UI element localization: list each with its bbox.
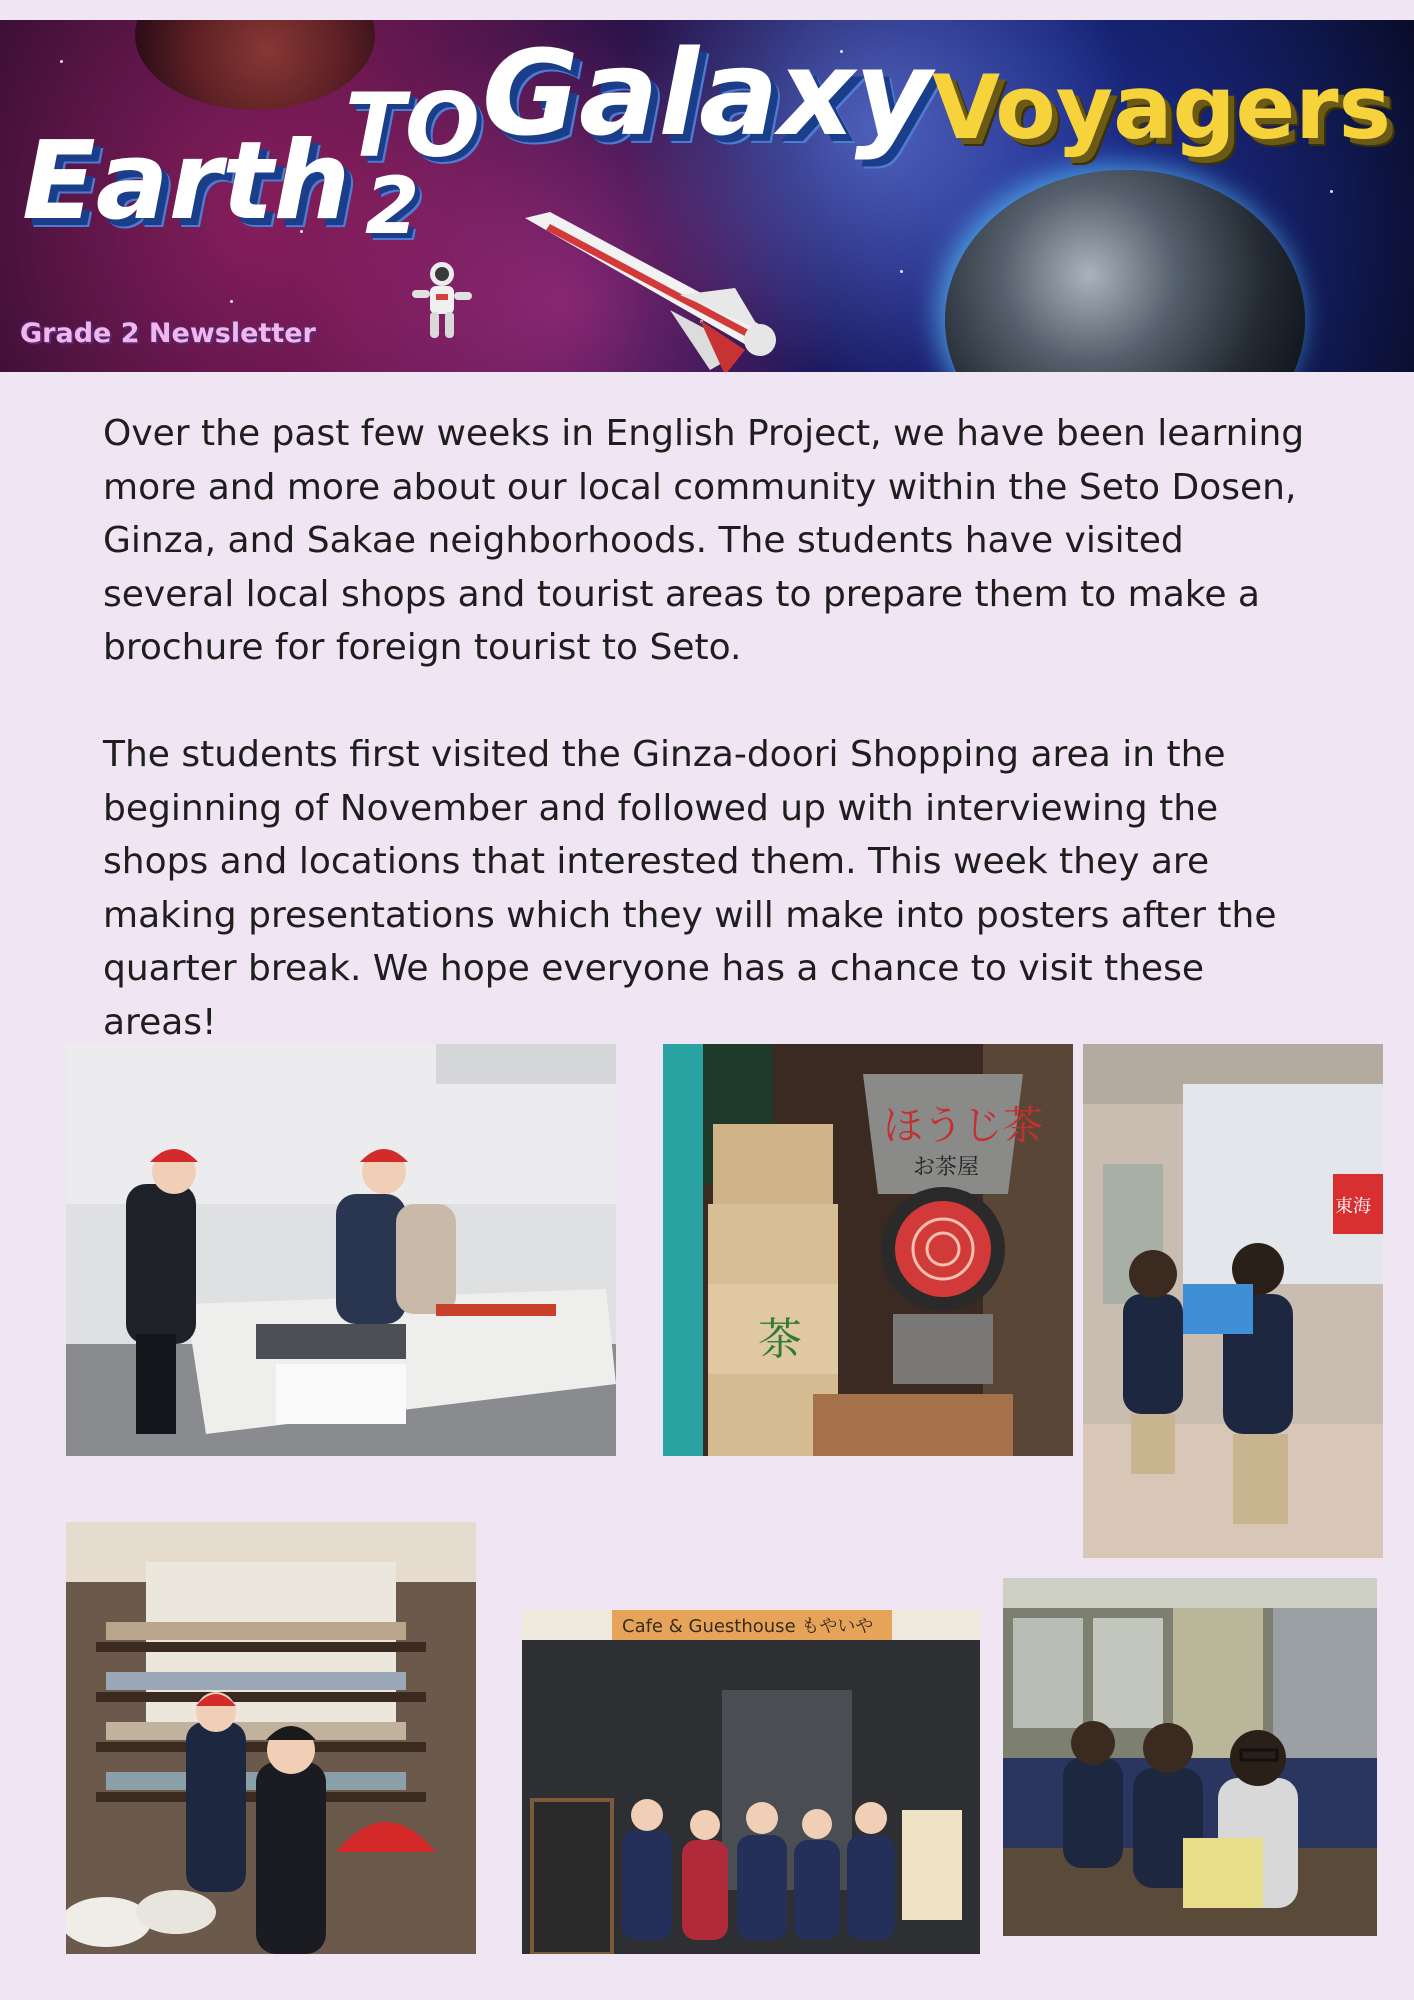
cafe-sign: Cafe & Guesthouse もやいや — [622, 1616, 874, 1637]
photo-pottery-shop — [66, 1522, 476, 1954]
red-planet — [135, 20, 375, 110]
banner-title-to: TO — [345, 74, 480, 177]
astronaut-illustration — [400, 256, 480, 346]
tea-shop-sign: お茶屋 — [913, 1155, 980, 1180]
banner-title-galaxy: Galaxy — [482, 24, 932, 162]
banner-title-2: 2 — [365, 162, 420, 252]
photo-students-at-table — [66, 1044, 616, 1456]
photo-station — [1083, 1044, 1383, 1558]
tea-roaster-sign: ほうじ茶 — [883, 1103, 1043, 1149]
newsletter-banner — [0, 20, 1414, 372]
star — [230, 300, 233, 303]
station-sign: 東海 — [1335, 1196, 1371, 1217]
banner-title-earth: Earth — [22, 119, 351, 244]
star — [900, 270, 903, 273]
intro-paragraph: Over the past few weeks in English Project, we have been learning more and more about our local community within the Seto Dosen, Ginza, and Sakae neighborhoods. The students have visited several local shops and tourist areas to prepare them to make a brochure for foreign tourist to Seto. — [103, 413, 1305, 668]
star — [60, 60, 63, 63]
banner-title-voyagers: Voyagers — [932, 56, 1391, 159]
photo-tea-roaster — [663, 1044, 1073, 1456]
earth-planet — [945, 170, 1305, 372]
newsletter-subtitle: Grade 2 Newsletter — [20, 318, 316, 349]
tea-box-label: 茶 — [758, 1314, 802, 1365]
rocket-illustration — [520, 200, 790, 372]
visit-paragraph: The students first visited the Ginza-doori Shopping area in the beginning of November and followed up with interviewing the shops and locations that interested them. This week they are making presentations which they will make into posters after the quarter break. We hope everyone has a chance to visit these areas! — [103, 734, 1277, 1043]
photo-cafe-entrance — [522, 1610, 980, 1954]
star — [1330, 190, 1333, 193]
photo-train-interior — [1003, 1578, 1377, 1936]
